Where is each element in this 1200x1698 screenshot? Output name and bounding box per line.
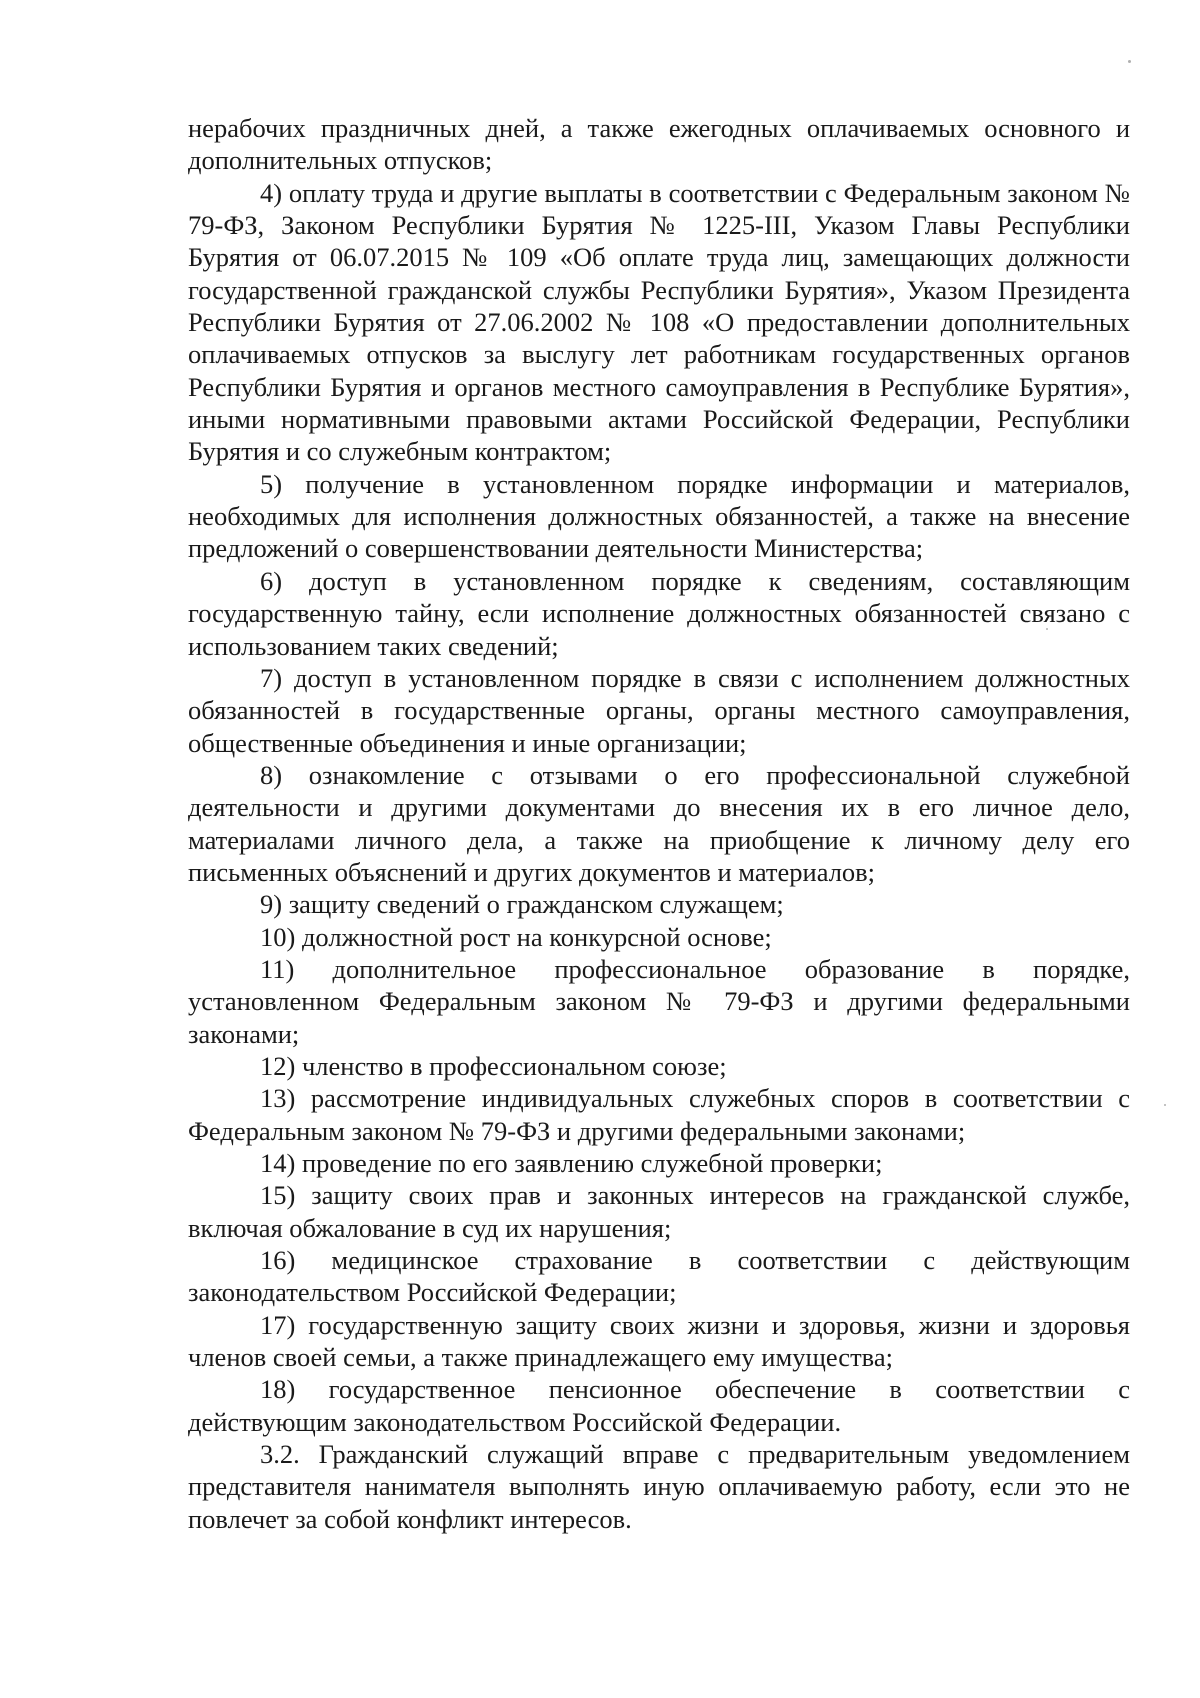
paragraph-item-13-disputes: 13) рассмотрение индивидуальных служебных споров в соответствии с Федеральным законом № 79-ФЗ и другими федеральными законами; [188,1083,1130,1146]
paragraph-item-4-remuneration: 4) оплату труда и другие выплаты в соответствии с Федеральным законом № 79-ФЗ, Законом Республики Бурятия № 1225-III, Указом Главы Республики Бурятия от 06.07.2015 № 109 «Об оплате труда лиц, замещающих должности государственной гражданской службы Республики Бурятия», Указом Президента Республики Бурятия от 27.06.2002 № 108 «О предоставлении дополнительных оплачиваемых отпусков за выслугу лет работникам государственных органов Республики Бурятия и органов местного самоуправления в Республике Бурятия», иными нормативными правовыми актами Российской Федерации, Республики Бурятия и со служебным контрактом; [188,177,1130,467]
paragraph-item-6-state-secret: 6) доступ в установленном порядке к сведениям, составляющим государственную тайну, если исполнение должностных обязанностей связано с использованием таких сведений; [188,565,1130,661]
paragraph-item-10-career-growth: 10) должностной рост на конкурсной основе; [260,921,772,952]
paragraph-item-14-inspection: 14) проведение по его заявлению служебной проверки; [260,1148,883,1178]
paragraph-item-5-information: 5) получение в установленном порядке информации и материалов, необходимых для исполнения должностных обязанностей, а также на внесение предложений о совершенствовании деятельности Министерства; [188,468,1130,564]
paragraph-item-12-union: 12) членство в профессиональном союзе; [260,1050,727,1081]
document-body [188,112,1130,1535]
paragraph-item-15-rights-protection: 15) защиту своих прав и законных интересов на гражданской службе, включая обжалование в суд их нарушения; [188,1180,1130,1243]
scan-speck [1128,60,1131,63]
paragraph-item-9-data-protection: 9) защиту сведений о гражданском служащем; [260,889,784,920]
paragraph-item-17-state-protection: 17) государственную защиту своих жизни и здоровья, жизни и здоровья членов своей семьи, а также принадлежащего ему имущества; [188,1309,1130,1373]
paragraph-item-18-pension: 18) государственное пенсионное обеспечение в соответствии с действующим законодательством Российской Федерации. [188,1374,1130,1437]
paragraph-item-16-insurance: 16) медицинское страхование в соответствии с действующим законодательством Российской Федерации; [188,1245,1130,1308]
paragraph-continuation: нерабочих праздничных дней, а также ежегодных оплачиваемых основного и дополнительных отпусков; [188,113,1130,176]
paragraph-item-7-access: 7) доступ в установленном порядке в связи с исполнением должностных обязанностей в государственные органы, органы местного самоуправления, общественные объединения и иные организации; [188,662,1130,758]
paragraph-section-3-2: 3.2. Гражданский служащий вправе с предварительным уведомлением представителя нанимателя выполнять иную оплачиваемую работу, если это не повлечет за собой конфликт интересов. [188,1439,1130,1534]
scan-speck [1164,1104,1166,1106]
paragraph-item-11-education: 11) дополнительное профессиональное образование в порядке, установленном Федеральным законом № 79-ФЗ и другими федеральными законами; [188,953,1130,1049]
paragraph-item-8-personnel-file: 8) ознакомление с отзывами о его профессиональной служебной деятельности и другими документами до внесения их в его личное дело, материалами личного дела, а также на приобщение к личному делу его письменных объяснений и других документов и материалов; [188,759,1130,887]
